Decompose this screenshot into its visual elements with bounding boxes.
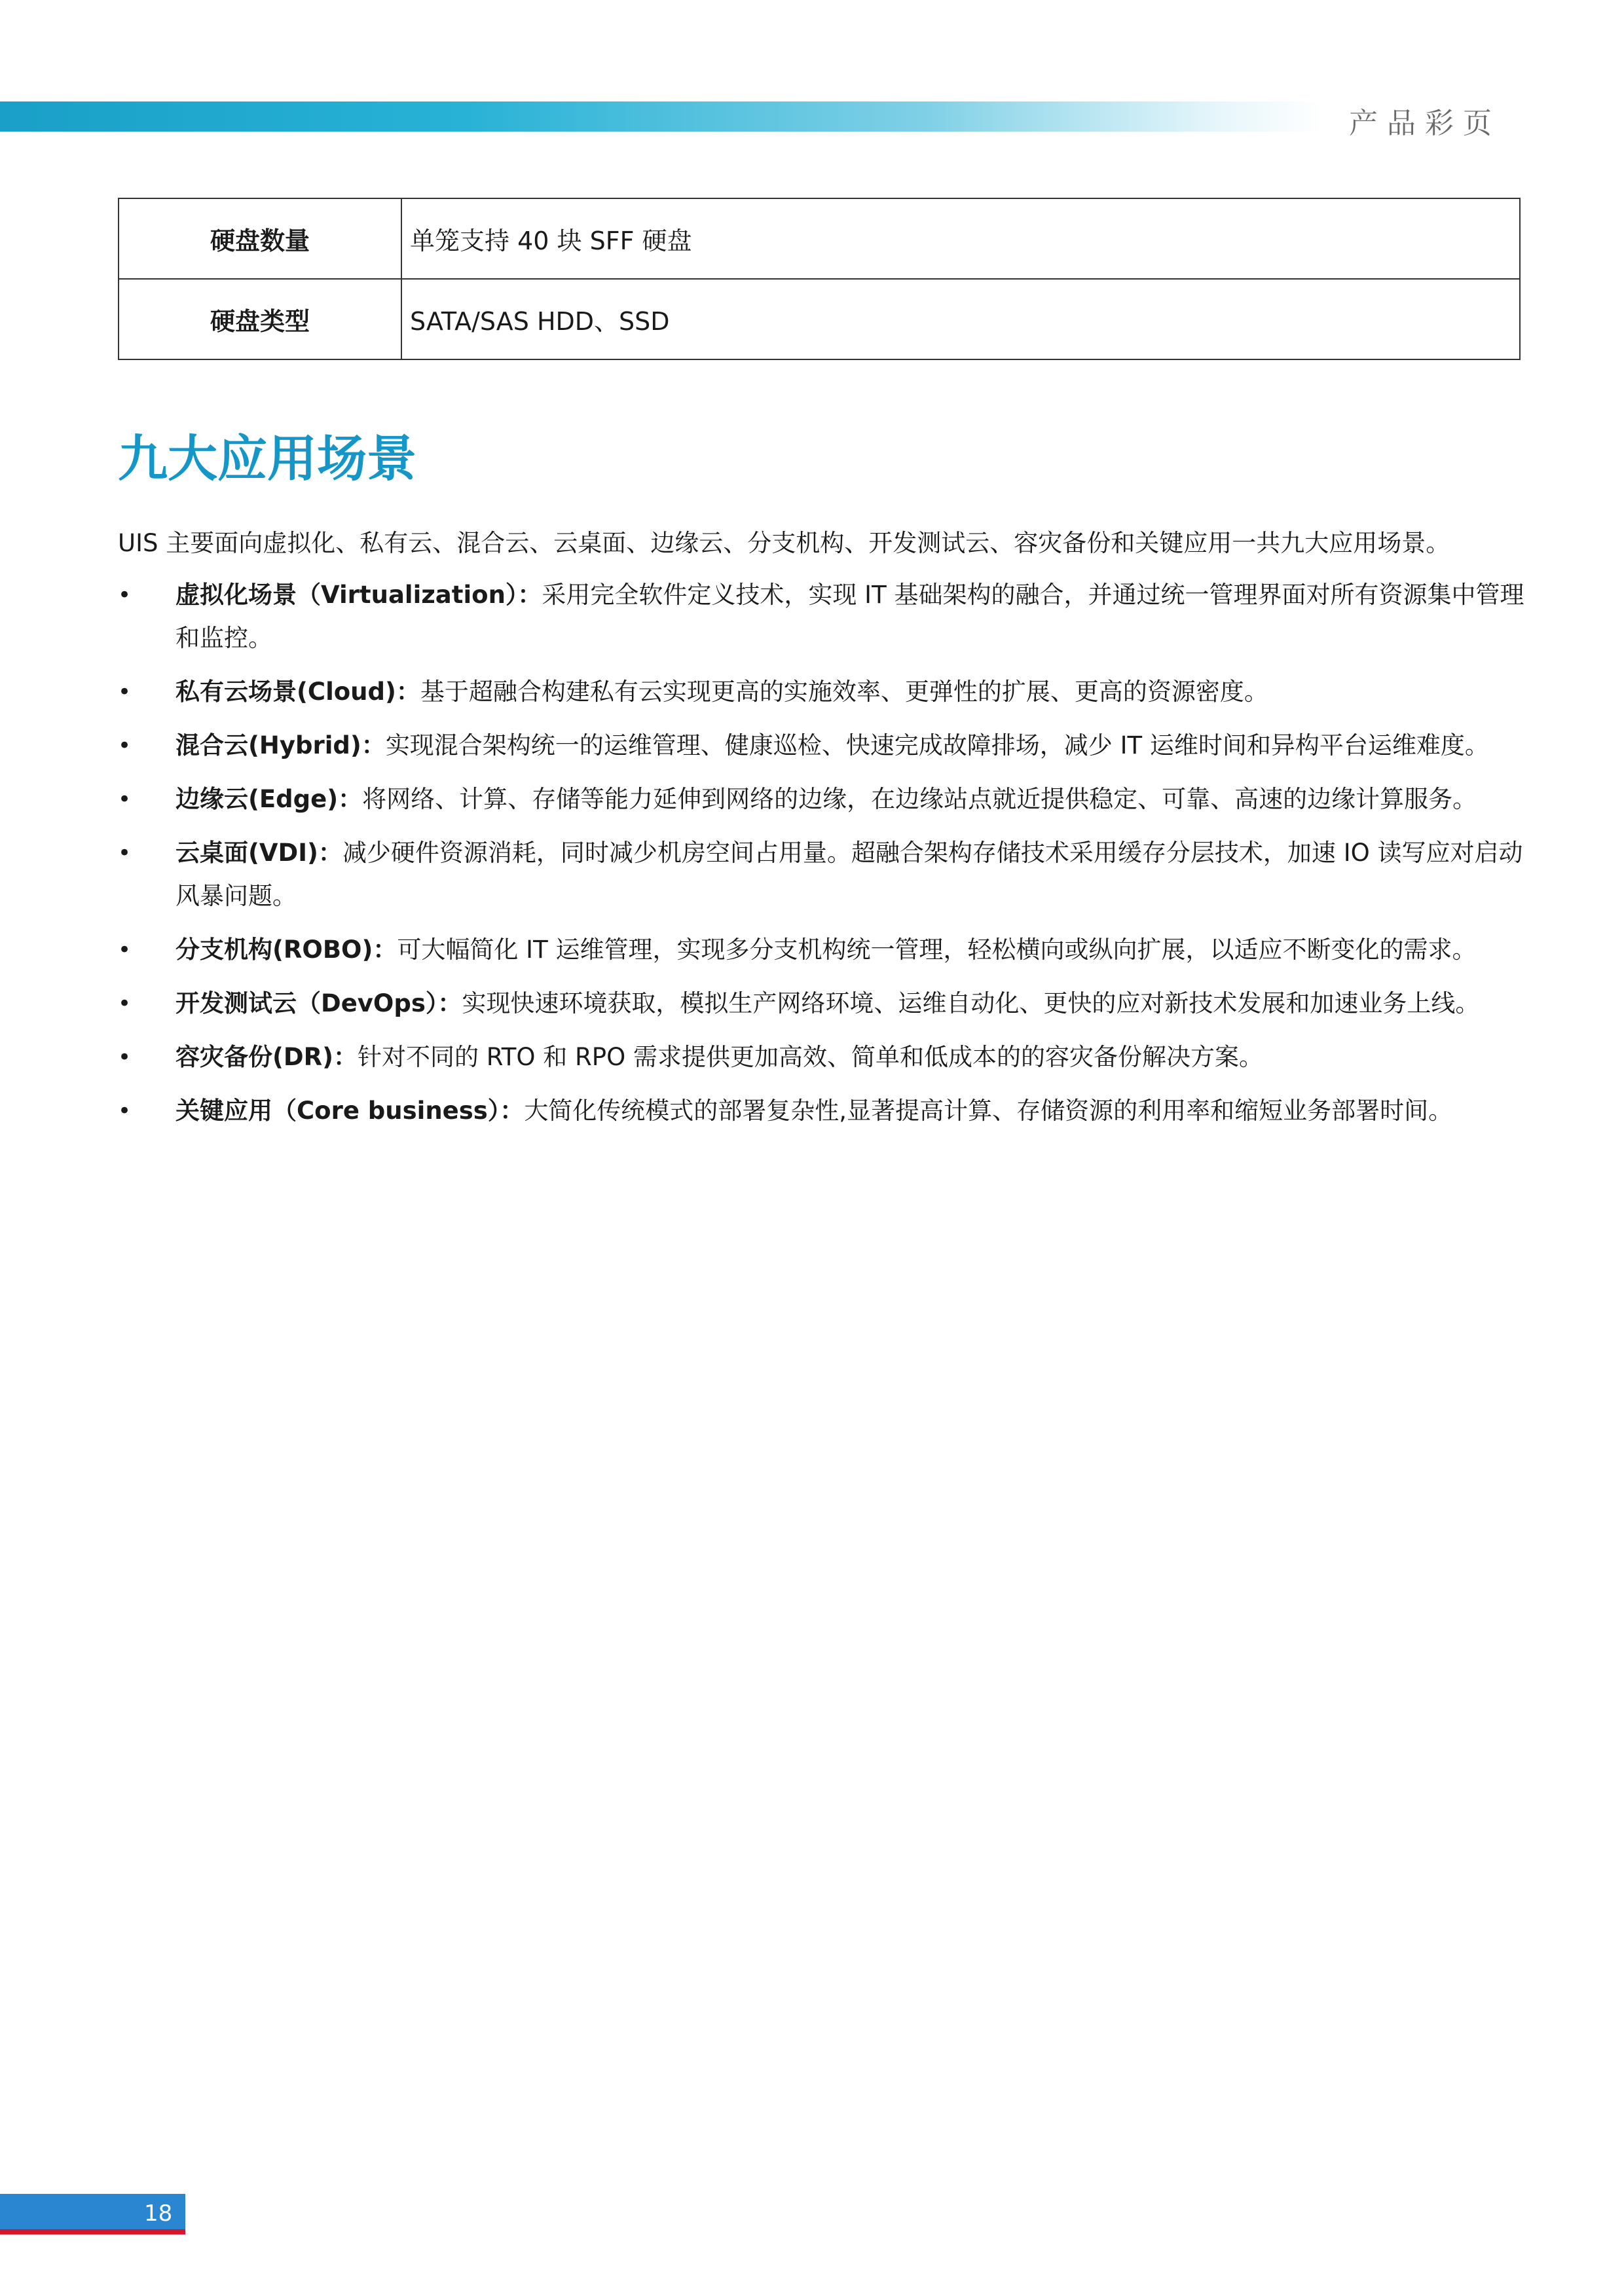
scenario-desc: 实现混合架构统一的运维管理、健康巡检、快速完成故障排场，减少 IT 运维时间和异构平台运维难度。 xyxy=(385,731,1489,759)
bullet-icon: • xyxy=(118,937,132,963)
spec-key: 硬盘类型 xyxy=(119,279,401,359)
spec-value: SATA/SAS HDD、SSD xyxy=(401,279,1520,359)
scenario-term: 容灾备份(DR)： xyxy=(175,1043,358,1071)
list-item xyxy=(118,1036,1526,1079)
scenario-term: 私有云场景(Cloud)： xyxy=(175,678,420,706)
list-item xyxy=(118,778,1526,821)
spec-value: 单笼支持 40 块 SFF 硬盘 xyxy=(401,198,1520,279)
list-item xyxy=(118,831,1526,918)
list-item xyxy=(118,982,1526,1025)
section-title: 九大应用场景 xyxy=(118,429,416,488)
list-item xyxy=(118,928,1526,972)
list-item xyxy=(118,1089,1526,1133)
bullet-icon: • xyxy=(118,1098,132,1124)
scenario-list xyxy=(118,574,1526,1143)
header-color-band xyxy=(0,101,1323,132)
bullet-icon: • xyxy=(118,786,132,812)
list-item xyxy=(118,724,1526,767)
scenario-term: 混合云(Hybrid)： xyxy=(175,731,386,759)
scenario-desc: 基于超融合构建私有云实现更高的实施效率、更弹性的扩展、更高的资源密度。 xyxy=(420,678,1268,706)
bullet-icon: • xyxy=(118,582,132,608)
table-row xyxy=(119,279,1520,359)
bullet-icon: • xyxy=(118,679,132,705)
scenario-desc: 实现快速环境获取，模拟生产网络环境、运维自动化、更快的应对新技术发展和加速业务上线。 xyxy=(462,989,1480,1017)
scenario-term: 云桌面(VDI)： xyxy=(175,839,342,867)
scenario-term: 虚拟化场景（Virtualization）： xyxy=(175,581,542,609)
scenario-desc: 针对不同的 RTO 和 RPO 需求提供更加高效、简单和低成本的的容灾备份解决方案。 xyxy=(358,1043,1263,1071)
page-number: 18 xyxy=(144,2200,173,2227)
scenario-desc: 将网络、计算、存储等能力延伸到网络的边缘，在边缘站点就近提供稳定、可靠、高速的边缘计算服务。 xyxy=(362,785,1477,813)
list-item xyxy=(118,574,1526,660)
spec-key: 硬盘数量 xyxy=(119,198,401,279)
scenario-desc: 大简化传统模式的部署复杂性,显著提高计算、存储资源的利用率和缩短业务部署时间。 xyxy=(524,1097,1453,1125)
bullet-icon: • xyxy=(118,840,132,866)
scenario-desc: 采用完全软件定义技术，实现 IT 基础架构的融合，并通过统一管理界面对所有资源集中管理和监控。 xyxy=(175,581,1524,652)
spec-table xyxy=(118,198,1521,360)
bullet-icon: • xyxy=(118,733,132,759)
section-intro: UIS 主要面向虚拟化、私有云、混合云、云桌面、边缘云、分支机构、开发测试云、容灾备份和关键应用一共九大应用场景。 xyxy=(118,529,1450,557)
scenario-term: 分支机构(ROBO)： xyxy=(175,936,397,964)
scenario-term: 开发测试云（DevOps）： xyxy=(175,989,462,1017)
bullet-icon: • xyxy=(118,1044,132,1070)
scenario-term: 关键应用（Core business）： xyxy=(175,1097,525,1125)
bullet-icon: • xyxy=(118,991,132,1017)
scenario-desc: 可大幅简化 IT 运维管理，实现多分支机构统一管理，轻松横向或纵向扩展，以适应不断变化的需求。 xyxy=(397,936,1477,964)
header-title: 产品彩页 xyxy=(1349,107,1501,140)
list-item xyxy=(118,670,1526,714)
scenario-term: 边缘云(Edge)： xyxy=(175,785,363,813)
scenario-desc: 减少硬件资源消耗，同时减少机房空间占用量。超融合架构存储技术采用缓存分层技术，加速 IO 读写应对启动风暴问题。 xyxy=(175,839,1523,910)
table-row xyxy=(119,198,1520,279)
